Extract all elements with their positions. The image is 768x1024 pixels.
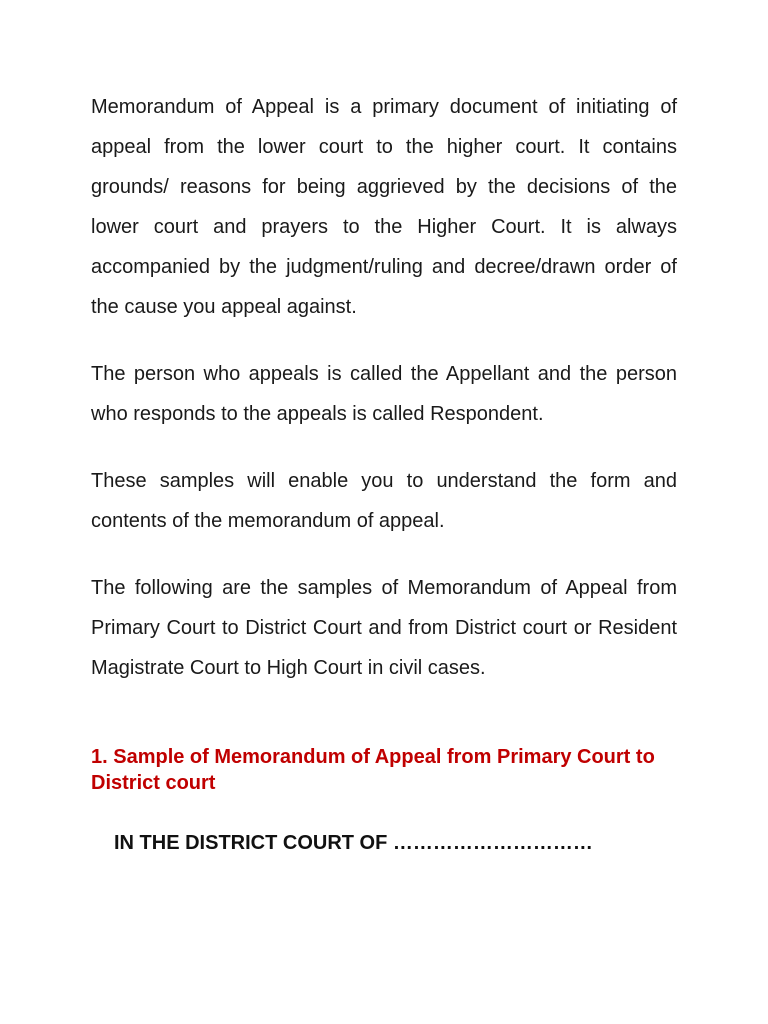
court-title-line: IN THE DISTRICT COURT OF ………………………… xyxy=(114,832,593,854)
section-heading: 1. Sample of Memorandum of Appeal from Primary Court to District court xyxy=(91,746,655,794)
paragraph-samples-list: The following are the samples of Memorandum of Appeal from Primary Court to District Court and from District court or Resident Magistrate Court to High Court in civil cases. xyxy=(91,577,677,679)
paragraph-samples-purpose: These samples will enable you to understand the form and contents of the memorandum of appeal. xyxy=(91,470,677,532)
paragraph-intro: Memorandum of Appeal is a primary document of initiating of appeal from the lower court to the higher court. It contains grounds/ reasons for being aggrieved by the decisions of the lower court and prayers to the Higher Court. It is always accompanied by the judgment/ruling and decree/drawn order of the cause you appeal against. xyxy=(91,96,677,318)
paragraph-parties: The person who appeals is called the Appellant and the person who responds to the appeals is called Respondent. xyxy=(91,363,677,425)
document-body xyxy=(91,87,677,856)
